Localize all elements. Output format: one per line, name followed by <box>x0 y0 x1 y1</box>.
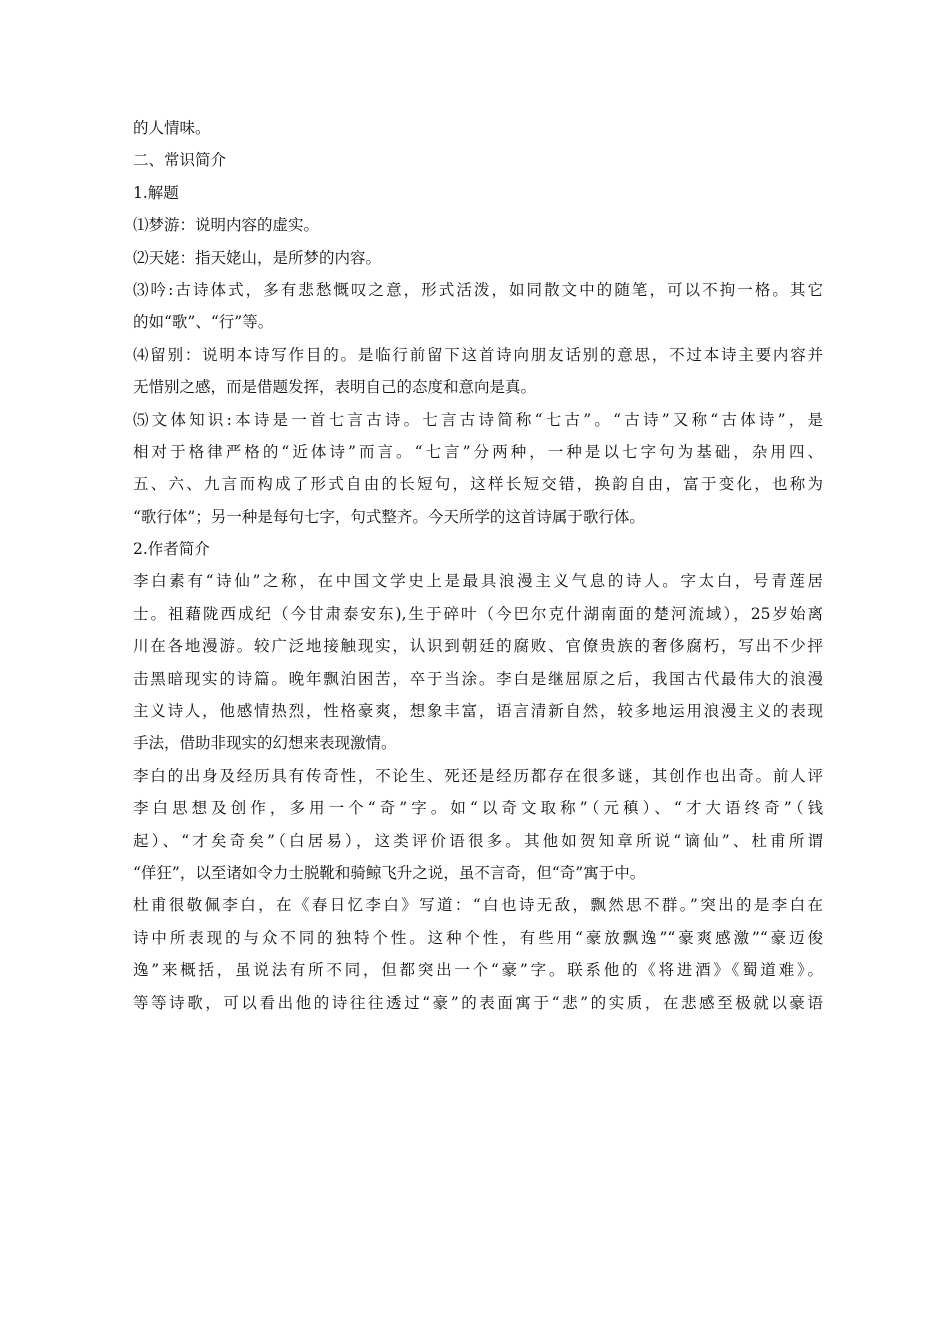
text-line: ⑷留别：说明本诗写作目的。是临行前留下这首诗向朋友话别的意思，不过本诗主要内容并 <box>133 345 823 364</box>
text-line: 手法，借助非现实的幻想来表现激情。 <box>133 734 397 753</box>
text-line: 诗中所表现的与众不同的独特个性。这种个性，有些用“豪放飘逸”“豪爽感激”“豪迈俊 <box>133 928 823 947</box>
document-body <box>133 112 823 1019</box>
text-line: 川在各地漫游。较广泛地接触现实，认识到朝廷的腐败、官僚贵族的奢侈腐朽，写出不少抨 <box>133 637 823 656</box>
text-line: 主义诗人，他感情热烈，性格豪爽，想象丰富，语言清新自然，较多地运用浪漫主义的表现 <box>133 702 823 721</box>
text-line: ⑸文体知识:本诗是一首七言古诗。七言古诗简称“七古”。“古诗”又称“古体诗”，是 <box>133 410 823 429</box>
text-line: 起）、“才矣奇矣”（白居易），这类评价语很多。其他如贺知章所说“谪仙”、杜甫所谓 <box>133 831 823 850</box>
text-line: 五、六、九言而构成了形式自由的长短句，这样长短交错，换韵自由，富于变化，也称为 <box>133 475 823 494</box>
section-heading: 二、常识简介 <box>133 151 227 170</box>
text-line: “佯狂”，以至诸如令力士脱靴和骑鲸飞升之说，虽不言奇，但“奇”寓于中。 <box>133 863 646 882</box>
text-line: 的人情味。 <box>133 119 211 137</box>
text-line: 击黑暗现实的诗篇。晚年飘泊困苦，卒于当涂。李白是继屈原之后，我国古代最伟大的浪漫 <box>133 669 823 688</box>
text-line: 等等诗歌，可以看出他的诗往往透过“豪”的表面寓于“悲”的实质，在悲感至极就以豪语 <box>133 993 823 1012</box>
subsection-heading: 1.解题 <box>133 183 179 202</box>
text-line: “歌行体”；另一种是每句七字，句式整齐。今天所学的这首诗属于歌行体。 <box>133 507 645 526</box>
text-line: 无惜别之感，而是借题发挥，表明自己的态度和意向是真。 <box>133 378 537 397</box>
text-line: 李白思想及创作，多用一个“奇”字。如“以奇文取称”（元稹）、“才大语终奇”（钱 <box>133 799 824 818</box>
text-line: 李白素有“诗仙”之称，在中国文学史上是最具浪漫主义气息的诗人。字太白，号青莲居 <box>133 572 823 591</box>
text-line: 逸”来概括，虽说法有所不同，但都突出一个“豪”字。联系他的《将进酒》《蜀道难》。 <box>133 961 823 980</box>
subsection-heading: 2.作者简介 <box>133 540 210 559</box>
text-line: 的如“歌”、“行”等。 <box>133 313 274 332</box>
text-line: 士。祖藉陇西成纪（今甘肃泰安东),生于碎叶（今巴尔克什湖南面的楚河流域），25岁始离 <box>133 604 823 623</box>
text-line: 李白的出身及经历具有传奇性，不论生、死还是经历都存在很多谜，其创作也出奇。前人评 <box>133 766 823 785</box>
text-line: 杜甫很敬佩李白，在《春日忆李白》写道：“白也诗无敌，飘然思不群。”突出的是李白在 <box>133 896 823 915</box>
text-line: ⑶吟:古诗体式，多有悲愁慨叹之意，形式活泼，如同散文中的随笔，可以不拘一格。其它 <box>133 280 823 299</box>
text-line: ⑵天姥：指天姥山，是所梦的内容。 <box>133 248 382 267</box>
text-line: ⑴梦游：说明内容的虚实。 <box>133 216 320 235</box>
text-line: 相对于格律严格的“近体诗”而言。“七言”分两种，一种是以七字句为基础，杂用四、 <box>133 442 823 461</box>
